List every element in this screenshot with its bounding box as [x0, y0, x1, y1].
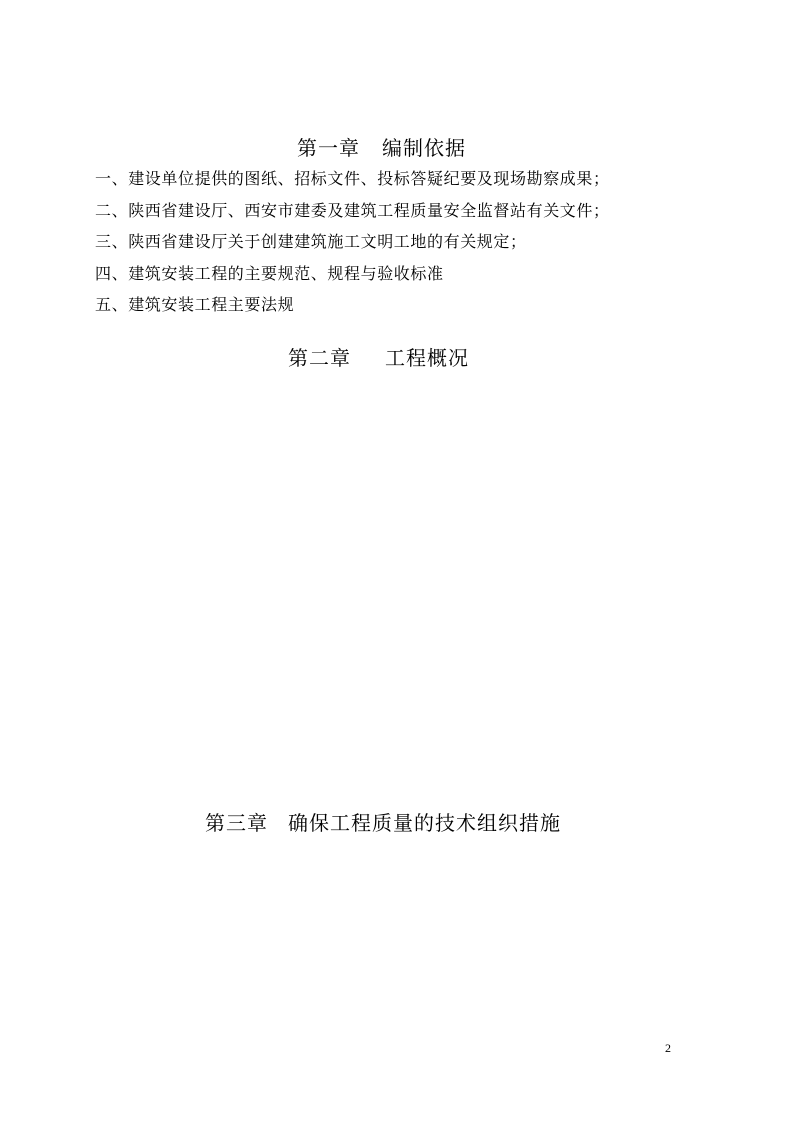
basis-item-1: 一、建设单位提供的图纸、招标文件、投标答疑纪要及现场勘察成果；	[95, 169, 610, 188]
basis-item-3: 三、陕西省建设厅关于创建建筑施工文明工地的有关规定；	[95, 232, 527, 252]
chapter-3-title: 确保工程质量的技术组织措施	[288, 811, 561, 835]
chapter-3-number: 第三章	[205, 811, 268, 835]
page-number: 2	[665, 1041, 671, 1055]
chapter-3-heading	[205, 807, 561, 836]
chapter-2-title: 工程概况	[385, 346, 469, 370]
chapter-1-number: 第一章	[297, 136, 360, 160]
chapter-1-title: 编制依据	[382, 136, 466, 160]
basis-item-4: 四、建筑安装工程的主要规范、规程与验收标准	[95, 263, 444, 283]
chapter-1-heading	[297, 132, 466, 161]
basis-item-2: 二、陕西省建设厅、西安市建委及建筑工程质量安全监督站有关文件；	[95, 200, 610, 220]
compilation-basis-list	[95, 167, 715, 325]
basis-item-5: 五、建筑安装工程主要法规	[95, 295, 295, 315]
chapter-2-heading	[288, 342, 469, 371]
chapter-2-number: 第二章	[288, 346, 351, 370]
